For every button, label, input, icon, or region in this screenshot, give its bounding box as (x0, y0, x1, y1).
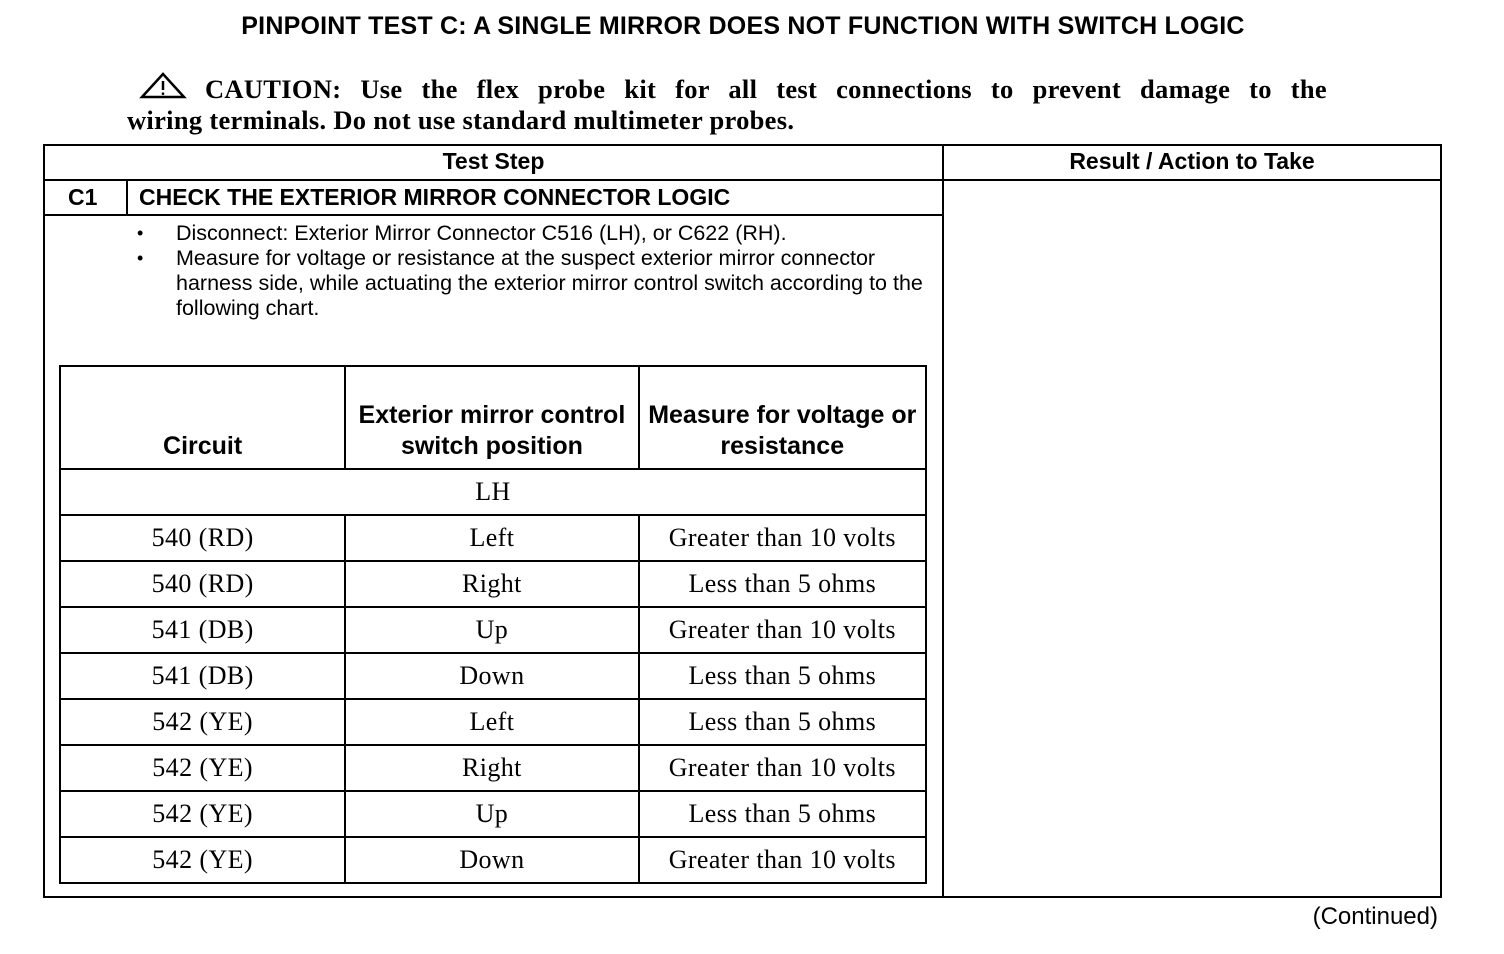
table-row (60, 561, 926, 607)
table-row (60, 745, 926, 791)
header-rule (43, 179, 1442, 181)
table-row (60, 699, 926, 745)
measure-cell: Less than 5 ohms (639, 791, 926, 837)
measure-cell: Greater than 10 volts (639, 515, 926, 561)
circuit-cell: 540 (RD) (60, 561, 345, 607)
measure-cell: Greater than 10 volts (639, 607, 926, 653)
step-id-divider (126, 180, 128, 215)
chart-group-lh: LH (60, 469, 926, 515)
instruction-item: • Disconnect: Exterior Mirror Connector C516 (LH), or C622 (RH). (137, 221, 927, 246)
circuit-cell: 542 (YE) (60, 791, 345, 837)
position-cell: Right (345, 745, 638, 791)
table-row (60, 837, 926, 883)
measure-cell: Greater than 10 volts (639, 745, 926, 791)
caution-line-2: wiring terminals. Do not use standard multimeter probes. (127, 105, 795, 135)
position-cell: Left (345, 699, 638, 745)
measurement-chart (59, 365, 927, 884)
chart-header-circuit: Circuit (60, 366, 345, 469)
circuit-cell: 542 (YE) (60, 837, 345, 883)
header-test-step: Test Step (442, 148, 545, 174)
position-cell: Up (345, 607, 638, 653)
table-row (60, 653, 926, 699)
header-result-action: Result / Action to Take (1069, 148, 1315, 174)
position-cell: Down (345, 837, 638, 883)
measure-cell: Less than 5 ohms (639, 653, 926, 699)
chart-header-row (60, 366, 926, 469)
table-row (60, 515, 926, 561)
measure-cell: Less than 5 ohms (639, 561, 926, 607)
caution-text-1: CAUTION: Use the flex probe kit for all test connections to prevent damage to the (205, 74, 1327, 104)
measure-cell: Greater than 10 volts (639, 837, 926, 883)
circuit-cell: 541 (DB) (60, 607, 345, 653)
instruction-item: • Measure for voltage or resistance at the suspect exterior mirror connector harness side, while actuating the exterior mirror control switch according to the following chart. (137, 246, 927, 321)
position-cell: Left (345, 515, 638, 561)
caution-notice (127, 72, 1327, 136)
circuit-cell: 541 (DB) (60, 653, 345, 699)
continued-note: (Continued) (1312, 903, 1438, 930)
position-cell: Right (345, 561, 638, 607)
caution-line-1 (127, 72, 1327, 105)
measure-cell: Less than 5 ohms (639, 699, 926, 745)
step-instructions (137, 221, 927, 321)
circuit-cell: 540 (RD) (60, 515, 345, 561)
step-id: C1 (68, 184, 98, 210)
chart-group-row (60, 469, 926, 515)
chart-header-switch-position: Exterior mirror control switch position (345, 366, 638, 469)
column-divider (942, 144, 944, 898)
step-title-rule (43, 214, 943, 216)
chart-header-measure: Measure for voltage or resistance (639, 366, 926, 469)
circuit-cell: 542 (YE) (60, 699, 345, 745)
step-title: CHECK THE EXTERIOR MIRROR CONNECTOR LOGIC (139, 184, 731, 210)
position-cell: Down (345, 653, 638, 699)
circuit-cell: 542 (YE) (60, 745, 345, 791)
position-cell: Up (345, 791, 638, 837)
table-row (60, 607, 926, 653)
warning-triangle-icon (139, 72, 187, 100)
page-title: PINPOINT TEST C: A SINGLE MIRROR DOES NOT FUNCTION WITH SWITCH LOGIC (241, 12, 1245, 40)
table-row (60, 791, 926, 837)
